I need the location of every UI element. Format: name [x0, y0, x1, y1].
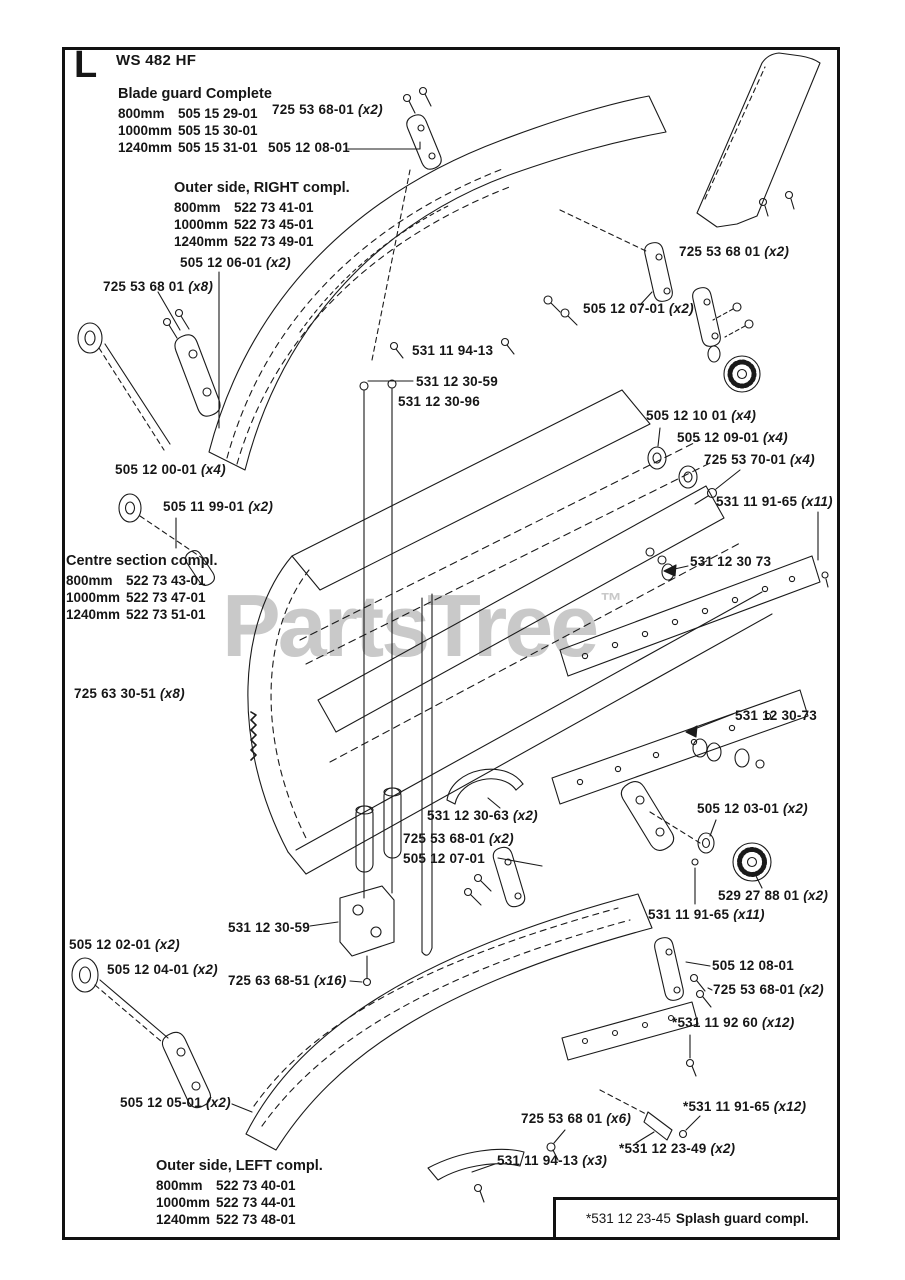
- part-number: 505 15 29-01: [178, 106, 258, 121]
- part-number: 531 12 30-73: [735, 708, 817, 723]
- part-number: 505 12 09-01: [677, 430, 759, 445]
- part-number: 725 53 68 01: [103, 279, 185, 294]
- part-label: [690, 555, 771, 570]
- part-qty: (x16): [313, 973, 347, 988]
- part-number: 505 12 05-01: [120, 1095, 202, 1110]
- left-bracket-art: [78, 272, 220, 585]
- part-qty: (x2): [764, 244, 790, 259]
- part-number: 529 27 88 01: [718, 888, 800, 903]
- hanger-bracket-art: [348, 88, 441, 361]
- part-number: 531 12 30-63: [427, 808, 509, 823]
- part-qty: (x2): [798, 982, 824, 997]
- watermark-text: PartsTree: [222, 576, 597, 675]
- part-label: [228, 974, 347, 989]
- part-number: 531 11 94-13: [412, 343, 494, 358]
- part-number: 505 12 00-01: [115, 462, 197, 477]
- part-label: [403, 852, 485, 867]
- part-number: 725 53 70-01: [704, 452, 786, 467]
- group-row: [156, 1194, 323, 1211]
- part-number: *531 11 92 60: [672, 1015, 758, 1030]
- part-label: [74, 687, 185, 702]
- bottom-left-hardware-art: [72, 339, 514, 1113]
- part-qty: (x2): [357, 102, 383, 117]
- part-label: [412, 344, 493, 359]
- part-label: [398, 395, 480, 410]
- part-label: [268, 141, 350, 156]
- wheel-assembly-art: [621, 743, 771, 904]
- part-qty: (x4): [762, 430, 788, 445]
- part-label: [107, 963, 218, 978]
- part-number: 505 11 99-01: [163, 499, 245, 514]
- size-label: 1000mm: [66, 590, 121, 605]
- size-label: 800mm: [174, 200, 221, 215]
- part-label: [497, 1154, 607, 1169]
- part-label: [163, 500, 273, 515]
- part-label: [521, 1112, 631, 1127]
- part-number: 505 12 08-01: [712, 958, 794, 973]
- centre-section-art: [248, 390, 772, 955]
- part-qty: (x2): [488, 831, 514, 846]
- part-label: [713, 983, 824, 998]
- part-label: [427, 809, 538, 824]
- part-label: [583, 302, 694, 317]
- hole-plates-art: [552, 428, 828, 804]
- part-qty: (x2): [710, 1141, 736, 1156]
- part-label: [716, 495, 833, 510]
- part-qty: (x4): [731, 408, 757, 423]
- part-number: 505 12 02-01: [69, 937, 151, 952]
- part-qty: (x11): [733, 907, 765, 922]
- part-number: 505 12 08-01: [268, 140, 350, 155]
- part-label: [683, 1100, 806, 1115]
- parts-group-blade-guard: [118, 86, 272, 156]
- part-qty: (x2): [205, 1095, 231, 1110]
- part-number: 531 12 30-96: [398, 394, 480, 409]
- part-number: 505 12 06-01: [180, 255, 262, 270]
- group-row: [156, 1211, 323, 1228]
- group-title: Outer side, RIGHT compl.: [174, 180, 350, 196]
- part-qty: (x2): [265, 255, 291, 270]
- part-qty: (x12): [773, 1099, 807, 1114]
- group-row: [118, 105, 272, 122]
- part-number: 522 73 49-01: [234, 234, 314, 249]
- part-number: *531 12 23-45: [586, 1211, 671, 1226]
- part-number: 531 11 91-65: [716, 494, 798, 509]
- part-number: *531 11 91-65: [683, 1099, 770, 1114]
- part-number: 505 12 10 01: [646, 408, 728, 423]
- group-row: [174, 199, 350, 216]
- part-number: 725 53 68-01: [713, 982, 795, 997]
- part-number: 522 73 41-01: [234, 200, 314, 215]
- part-number: 522 73 44-01: [216, 1195, 296, 1210]
- part-label: [697, 802, 808, 817]
- section-letter: L: [74, 44, 98, 86]
- part-number: 522 73 45-01: [234, 217, 314, 232]
- trademark-symbol: ™: [600, 588, 623, 613]
- group-row: [156, 1177, 323, 1194]
- parts-group-centre-section: [66, 553, 217, 623]
- part-qty: (x2): [803, 888, 829, 903]
- part-qty: (x3): [582, 1153, 608, 1168]
- group-title: Outer side, LEFT compl.: [156, 1158, 323, 1174]
- part-label: [619, 1142, 735, 1157]
- part-number: 531 11 91-65: [648, 907, 730, 922]
- size-label: 800mm: [156, 1178, 203, 1193]
- size-label: 1240mm: [174, 234, 229, 249]
- part-qty: (x6): [606, 1111, 632, 1126]
- part-qty: (x8): [159, 686, 185, 701]
- part-label: [704, 453, 815, 468]
- part-number: 531 12 30-59: [228, 920, 310, 935]
- part-number: *531 12 23-49: [619, 1141, 707, 1156]
- size-label: 1240mm: [156, 1212, 211, 1227]
- part-number: 505 12 03-01: [697, 801, 779, 816]
- model-title: WS 482 HF: [116, 52, 197, 69]
- size-label: 800mm: [118, 106, 165, 121]
- rods-art: [310, 380, 413, 986]
- part-number: 522 73 48-01: [216, 1212, 296, 1227]
- size-label: 1000mm: [156, 1195, 211, 1210]
- part-number: 725 53 68 01: [679, 244, 761, 259]
- splash-guard-note: [553, 1197, 840, 1240]
- part-number: 505 15 30-01: [178, 123, 258, 138]
- part-label: [69, 938, 180, 953]
- part-label: [272, 103, 383, 118]
- part-qty: (x2): [512, 808, 538, 823]
- part-qty: (x2): [248, 499, 274, 514]
- part-number: 725 53 68-01: [403, 831, 485, 846]
- part-number: 725 53 68-01: [272, 102, 354, 117]
- part-number: 505 12 04-01: [107, 962, 189, 977]
- size-label: 800mm: [66, 573, 113, 588]
- group-row: [174, 233, 350, 250]
- part-label: [416, 375, 498, 390]
- size-label: 1000mm: [118, 123, 173, 138]
- part-label: [103, 280, 213, 295]
- group-row: [118, 139, 272, 156]
- size-label: 1240mm: [118, 140, 173, 155]
- size-label: 1240mm: [66, 607, 121, 622]
- part-qty: (x4): [789, 452, 815, 467]
- part-number: 725 53 68 01: [521, 1111, 603, 1126]
- part-number: 725 63 30-51: [74, 686, 156, 701]
- part-qty: (x4): [200, 462, 226, 477]
- part-number: 531 12 30 73: [690, 554, 772, 569]
- part-label: [403, 832, 514, 847]
- part-qty: (x8): [188, 279, 214, 294]
- group-row: [118, 122, 272, 139]
- part-label: [180, 256, 291, 271]
- part-qty: (x12): [761, 1015, 795, 1030]
- part-number: 531 12 30-59: [416, 374, 498, 389]
- part-label: [718, 889, 828, 904]
- top-right-panel-art: [697, 53, 820, 227]
- group-row: [66, 606, 217, 623]
- part-label: [228, 921, 310, 936]
- group-title: Centre section compl.: [66, 553, 218, 569]
- part-name: Splash guard compl.: [675, 1211, 809, 1226]
- part-number: 522 73 51-01: [126, 607, 206, 622]
- part-qty: (x11): [801, 494, 833, 509]
- part-label: [677, 431, 788, 446]
- part-number: 531 11 94-13: [497, 1153, 579, 1168]
- part-qty: (x2): [154, 937, 180, 952]
- part-label: [646, 409, 756, 424]
- group-title: Blade guard Complete: [118, 86, 272, 102]
- part-number: 725 63 68-51: [228, 973, 310, 988]
- parts-group-outer-left: [156, 1158, 323, 1228]
- part-number: 522 73 43-01: [126, 573, 206, 588]
- part-number: 522 73 40-01: [216, 1178, 296, 1193]
- part-label: [648, 908, 765, 923]
- group-row: [66, 589, 217, 606]
- group-row: [66, 572, 217, 589]
- part-number: 505 12 07-01: [583, 301, 665, 316]
- part-qty: (x2): [782, 801, 808, 816]
- part-label: [672, 1016, 794, 1031]
- part-qty: (x2): [668, 301, 694, 316]
- part-label: [115, 463, 226, 478]
- part-label: [679, 245, 789, 260]
- part-label: [120, 1096, 231, 1111]
- part-number: 505 15 31-01: [178, 140, 258, 155]
- parts-group-outer-right: [174, 180, 350, 250]
- part-label: [735, 709, 817, 724]
- part-number: 505 12 07-01: [403, 851, 485, 866]
- part-label: [712, 959, 794, 974]
- group-row: [174, 216, 350, 233]
- size-label: 1000mm: [174, 217, 229, 232]
- part-number: 522 73 47-01: [126, 590, 206, 605]
- part-qty: (x2): [192, 962, 218, 977]
